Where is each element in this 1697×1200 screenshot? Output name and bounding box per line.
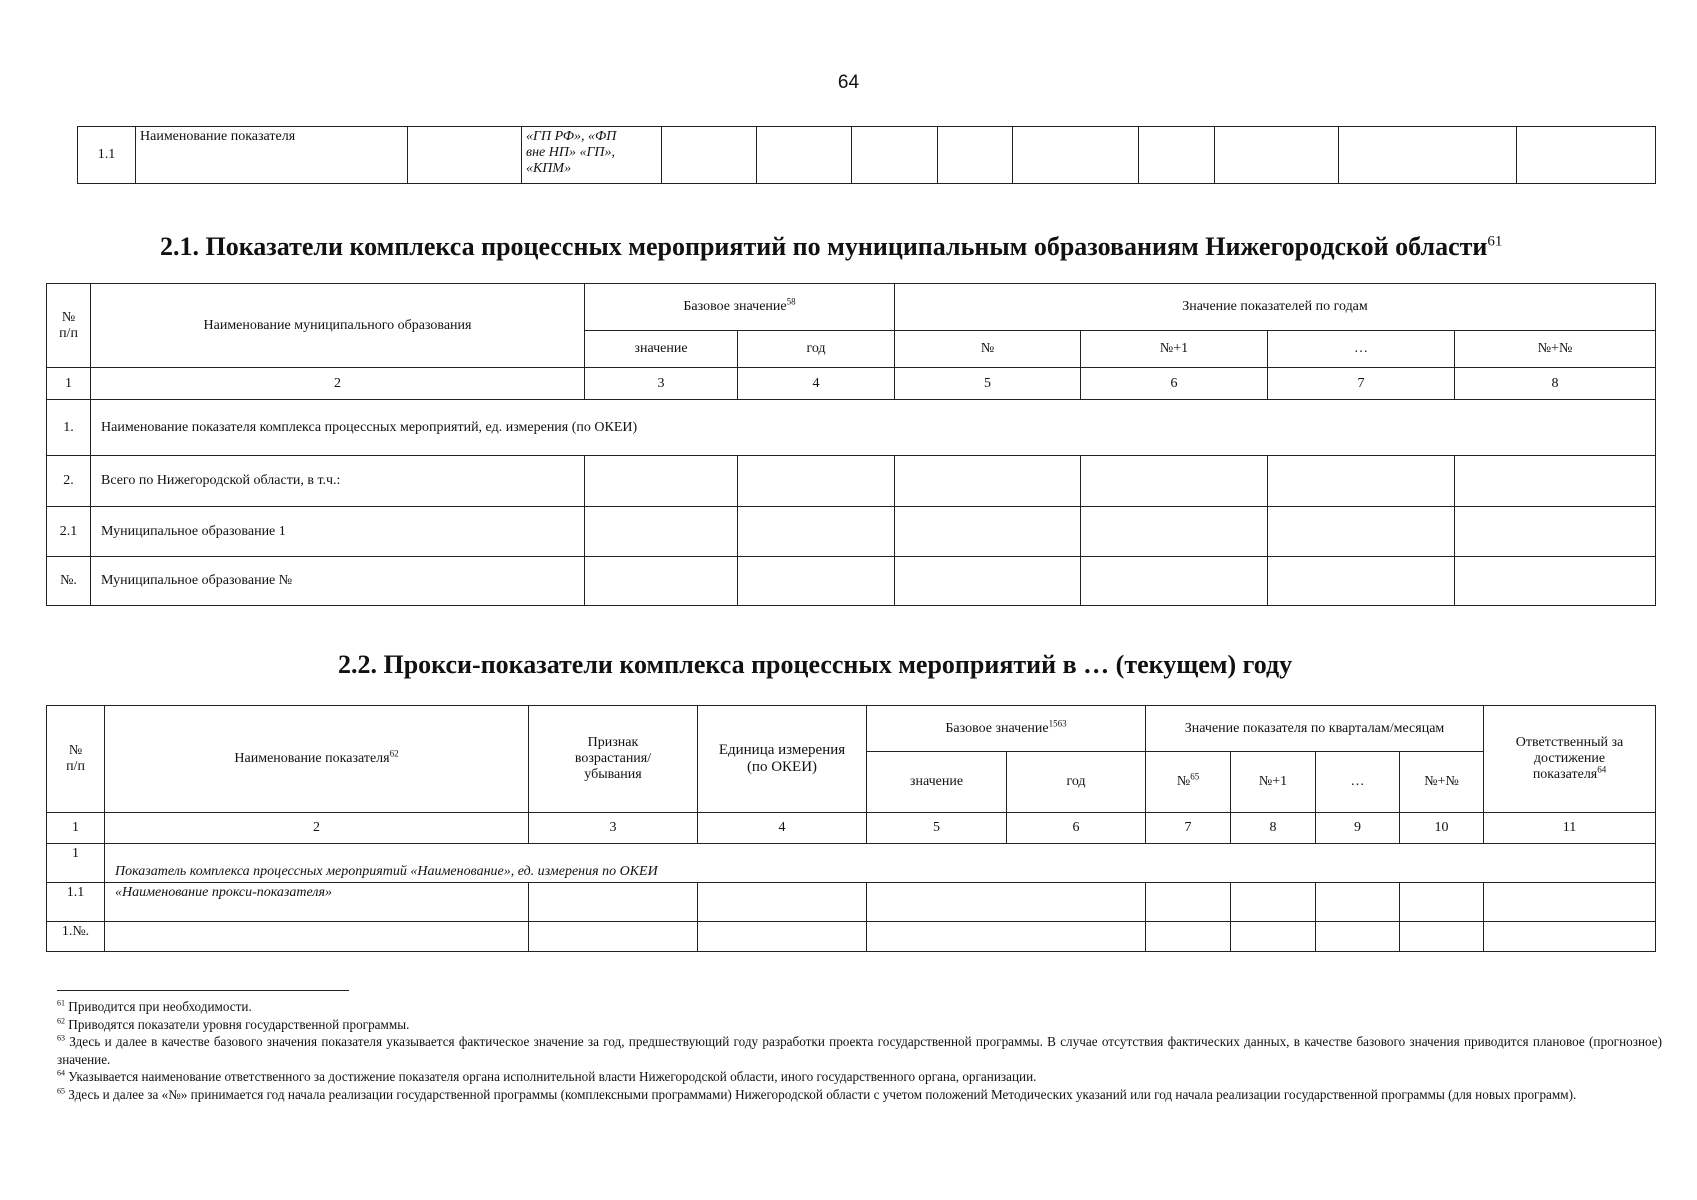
footnote: $^{62}$ Приводятся показатели уровня государственной программы.	[57, 1016, 410, 1032]
col-num-header: № п/п	[47, 706, 105, 813]
table-row: 1.№.	[47, 922, 1656, 952]
col-ellipsis-header: …	[1268, 331, 1455, 368]
col-years-header: Значение показателей по годам	[895, 284, 1656, 331]
footnote: $^{63}$ Здесь и далее в качестве базового значения показателя указывается фактическое значение за год, предшествующий году разработки проекта государственной программы. В случае отсутствия фактических данных, в качестве базового значения приводится плановое (прогнозное) значение.	[57, 1033, 1662, 1067]
col-name-header: Наименование показателя$^{62}$	[105, 706, 529, 813]
index-row: 1 2 3 4 5 6 7 8	[47, 368, 1656, 400]
col-n1-header: №+1	[1081, 331, 1268, 368]
col-n0-header: №$^{65}$	[1146, 752, 1231, 813]
footnote: $^{65}$ Здесь и далее за «№» принимается год начала реализации государственной программы (комплексными программами) Нижегородской области с учетом положений Методических указаний или год начала реализации государственной программы (для новых программ).	[57, 1086, 1577, 1102]
top-fragment-table	[77, 126, 1656, 184]
col-base-header: Базовое значение$^{1563}$	[867, 706, 1146, 752]
top-row-num: 1.1	[78, 127, 136, 184]
top-row-name: Наименование показателя	[136, 127, 408, 184]
footnote: $^{61}$ Приводится при необходимости.	[57, 998, 252, 1014]
col-value-header: значение	[585, 331, 738, 368]
col-name-header: Наименование муниципального образования	[91, 284, 585, 368]
footnotes	[57, 998, 1662, 1103]
col-nn-header: №+№	[1400, 752, 1484, 813]
table-row: 1 Показатель комплекса процессных мероприятий «Наименование», ед. измерения по ОКЕИ	[47, 844, 1656, 883]
col-n1-header: №+1	[1231, 752, 1316, 813]
table-row: №. Муниципальное образование №	[47, 557, 1656, 606]
col-year-header: год	[1007, 752, 1146, 813]
col-sign-header: Признак возрастания/ убывания	[529, 706, 698, 813]
top-row-source: «ГП РФ», «ФП вне НП» «ГП», «КПМ»	[522, 127, 662, 184]
col-num-header: № п/п	[47, 284, 91, 368]
table-row: 1. Наименование показателя комплекса процессных мероприятий, ед. измерения (по ОКЕИ)	[47, 400, 1656, 456]
municipal-indicators-table	[46, 283, 1656, 606]
table-row: 2. Всего по Нижегородской области, в т.ч.:	[47, 456, 1656, 507]
col-nn-header: №+№	[1455, 331, 1656, 368]
col-quarters-header: Значение показателя по кварталам/месяцам	[1146, 706, 1484, 752]
section-2-2-title: 2.2. Прокси-показатели комплекса процессных мероприятий в … (текущем) году	[338, 650, 1293, 679]
col-responsible-header: Ответственный за достижение показателя$^{64}$	[1484, 706, 1656, 813]
table-row: 2.1 Муниципальное образование 1	[47, 507, 1656, 557]
col-n0-header: №	[895, 331, 1081, 368]
col-base-header: Базовое значение$^{58}$	[585, 284, 895, 331]
footnote: $^{64}$ Указывается наименование ответственного за достижение показателя органа исполнительной власти Нижегородской области, иного государственного органа, организации.	[57, 1068, 1037, 1084]
table-row: 1.1 «Наименование прокси-показателя»	[47, 883, 1656, 922]
col-year-header: год	[738, 331, 895, 368]
footnote-separator	[57, 990, 349, 991]
col-unit-header: Единица измерения (по ОКЕИ)	[698, 706, 867, 813]
col-value-header: значение	[867, 752, 1007, 813]
page-number: 64	[837, 72, 860, 93]
section-2-1-title: 2.1. Показатели комплекса процессных мероприятий по муниципальным образованиям Нижегородской области$^{61}$	[160, 232, 1503, 261]
proxy-indicators-table	[46, 705, 1656, 952]
col-ellipsis-header: …	[1316, 752, 1400, 813]
index-row: 1 2 3 4 5 6 7 8 9 10 11	[47, 813, 1656, 844]
